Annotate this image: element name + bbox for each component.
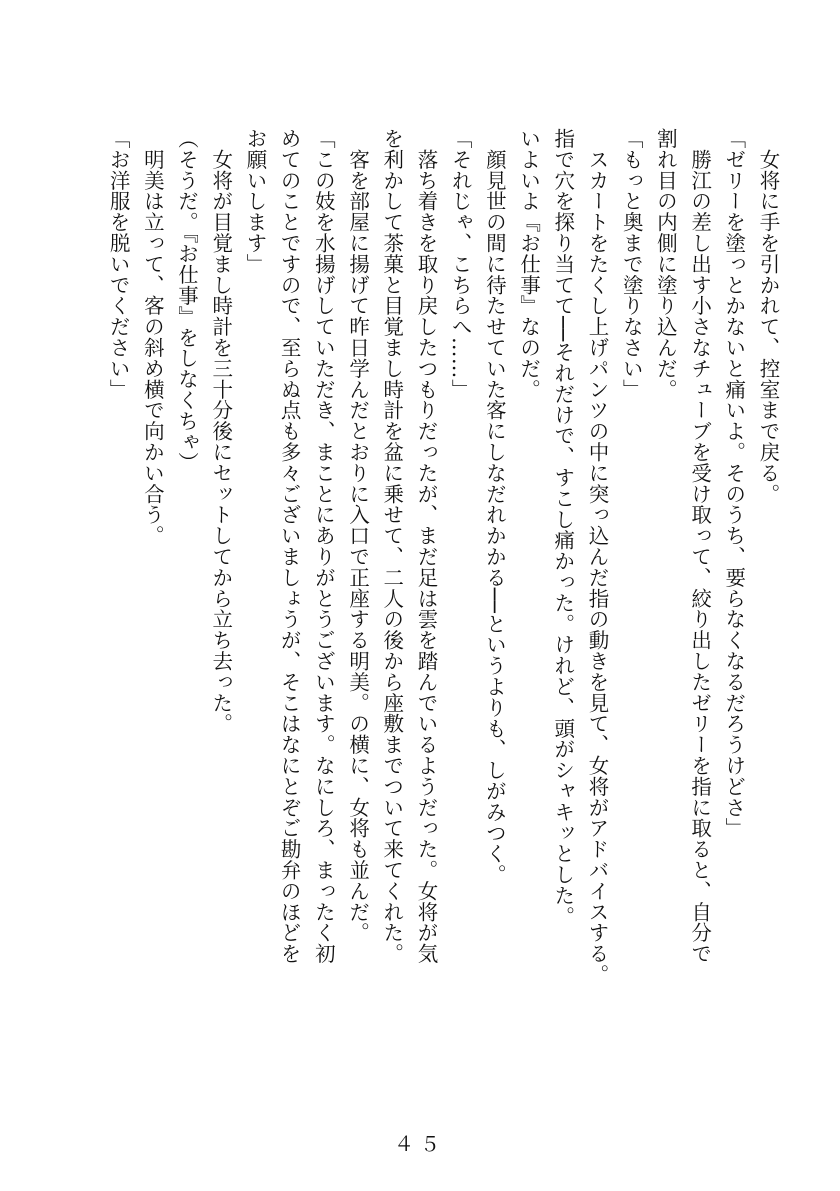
text-line: 割れ目の内側に塗り込んだ。 [653,128,678,400]
text-line: 女将が目覚まし時計を三十分後にセットしてから立ち去った。 [208,128,233,735]
text-line: 明美は立って、客の斜め横で向かい合う。 [140,128,165,546]
text-line: いよいよ『お仕事』なのだ。 [516,128,541,400]
text-line: （そうだ。『お仕事』をしなくちゃ） [174,128,199,474]
text-line: 「この妓を水揚げしていただき、まことにありがとうございます。なにしろ、まったく初 [311,128,336,964]
text-line: 「ゼリーを塗っとかないと痛いよ。そのうち、要らなくなるだろうけどさ」 [721,128,746,839]
text-line: 「それじゃ、こちらへ……」 [448,128,473,400]
text-line: スカートをたくし上げパンツの中に突っ込んだ指の動きを見て、女将がアドバイスする。 [584,128,609,985]
vertical-text-body [55,128,785,1038]
text-line: 「お洋服を脱いでください」 [106,128,131,400]
text-line: お願いします」 [242,128,267,275]
text-line: を利かして茶菓と目覚まし時計を盆に乗せて、二人の後から座敷までついて来てくれた。 [379,128,404,964]
text-line: 顔見世の間に待たせていた客にしなだれかかる──というよりも、しがみつく。 [482,128,507,885]
text-line: 客を部屋に揚げて昨日学んだとおりに入口で正座する明美。の横に、女将も並んだ。 [345,128,370,944]
page-number: ４５ [394,1132,446,1156]
text-line: めてのことですので、至らぬ点も多々ございましょうが、そこはなにとぞご勘弁のほどを [277,128,302,964]
text-line: 落ち着きを取り戻したつもりだったが、まだ足は雲を踏んでいるようだった。女将が気 [413,128,438,964]
text-line: 「もっと奥まで塗りなさい」 [619,128,644,400]
text-line: 勝江の差し出す小さなチューブを受け取って、絞り出したゼリーを指に取ると、自分で [687,128,712,964]
text-line: 女将に手を引かれて、控室まで戻る。 [756,128,780,505]
text-line: 指で穴を探り当てて──それだけで、すこし痛かった。けれど、頭がシャキッとした。 [550,128,575,927]
